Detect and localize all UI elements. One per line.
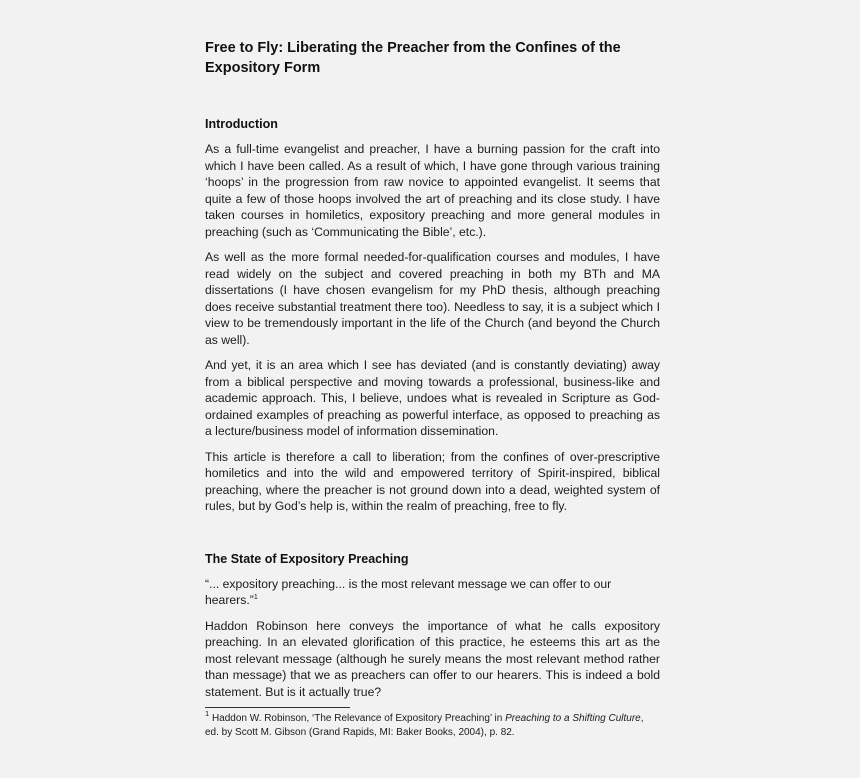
paragraph: As well as the more formal needed-for-qualification courses and modules, I have read widely on the subject and covered preaching in both my BTh and MA dissertations (I have chosen evangelism for my PhD thesis, although preaching does receive substantial treatment there too). Needless to say, it is a subject which I view to be tremendously important in the life of the Church (and beyond the Church as well). [205,250,660,347]
block-quote [205,576,660,609]
footnote-separator [205,707,350,708]
footnote-text-after: , ed. by Scott M. Gibson (Grand Rapids, MI: Baker Books, 2004), p. 82. [205,713,644,738]
footnote [205,709,660,740]
paragraph: As a full-time evangelist and preacher, I have a burning passion for the craft into which I have been called. As a result of which, I have gone through various training ‘hoops’ in the progression from raw novice to appointed evangelist. It seems that quite a few of those hoops involved the art of preaching and its close study. I have taken courses in homiletics, expository preaching and more general modules in preaching (such as ‘Communicating the Bible’, etc.). [205,142,660,239]
footnote-reference[interactable]: 1 [253,592,258,601]
paragraph: This article is therefore a call to liberation; from the confines of over-prescriptive homiletics and into the wild and empowered territory of Spirit-inspired, biblical preaching, where the preacher is not ground down into a dead, weighted system of rules, but by God’s help is, within the realm of preaching, free to fly. [205,449,660,513]
paragraph: Haddon Robinson here conveys the importance of what he calls expository preaching. In an elevated glorification of this practice, he esteems this art as the most relevant message (although he surely means the most relevant method rather than message) that we as preachers can offer to our hearers. This is indeed a bold statement. But is it actually true? [205,618,660,699]
paragraph: And yet, it is an area which I see has deviated (and is constantly deviating) away from a biblical perspective and moving towards a professional, business-like and academic approach. This, I believe, undoes what is revealed in Scripture as God-ordained examples of preaching as powerful interface, as opposed to preaching as a lecture/business model of information dissemination. [205,358,660,438]
document-title: Free to Fly: Liberating the Preacher from the Confines of the Expository Form [205,40,621,76]
footnote-text-before: Haddon W. Robinson, ‘The Relevance of Expository Preaching’ in [211,713,506,724]
section-heading-introduction: Introduction [205,117,278,131]
section-heading-state-of-expository-preaching: The State of Expository Preaching [205,551,409,566]
footnote-book-title: Preaching to a Shifting Culture [505,713,641,724]
quote-text: “... expository preaching... is the most relevant message we can offer to our hearers.” [205,576,612,607]
document-body [205,38,660,700]
footnote-mark: 1 [205,709,210,718]
